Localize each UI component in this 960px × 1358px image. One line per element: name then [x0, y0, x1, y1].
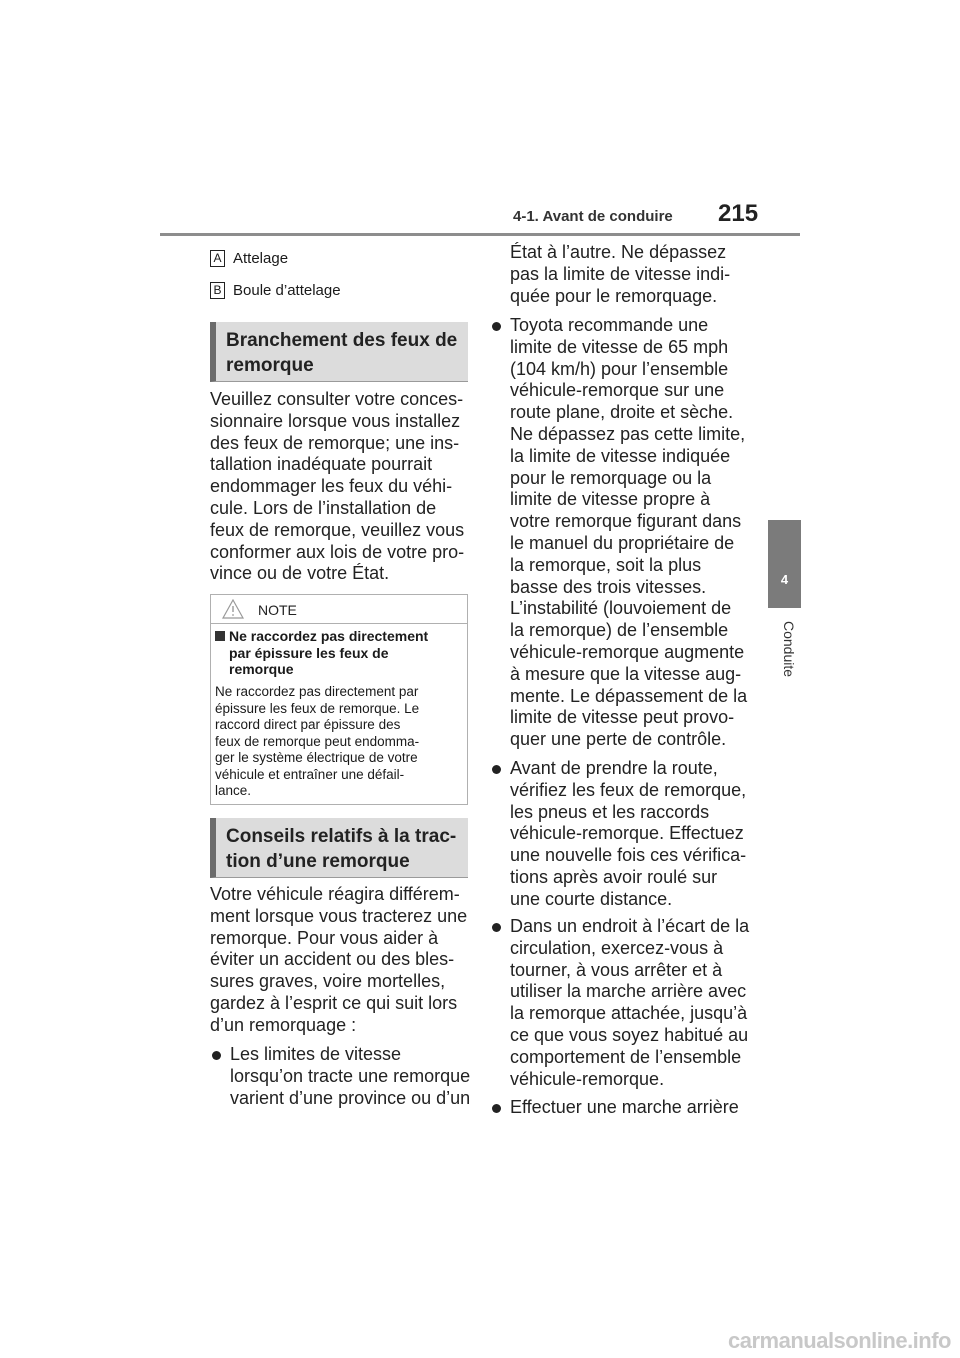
bullet-text: Toyota recommande une limite de vitesse de 65 mph (104 km/h) pour l’ensemble véhicule-remorque sur une route plane, droite et sèche. Ne dépassez pas cette limite, la limite de vitesse indiquée pour le remorquage ou la limite de vitesse propre à votre remorque figurant dans le manuel du propriétaire de la remorque, soit la plus basse des trois vitesses. L’instabilité (louvoiement de la remorque) de l’ensemble véhicule-remorque augmente à mesure que la vitesse aug- mente. Le dépassement de la limite de vitesse peut provo- quer une perte de contrôle.	[510, 315, 748, 750]
heading-line-2: tion d’une remorque	[226, 851, 410, 872]
list-item	[492, 315, 754, 751]
legend-item-a	[210, 250, 288, 267]
heading-line-1: Conseils relatifs à la trac-	[226, 826, 457, 847]
note-subtitle	[215, 628, 463, 678]
header-rule	[160, 233, 800, 236]
list-item	[492, 1097, 754, 1119]
bullet-icon	[492, 1104, 501, 1113]
chapter-number: 4	[780, 572, 789, 587]
bullet-icon	[492, 765, 501, 774]
note-title: NOTE	[258, 602, 297, 618]
section-heading-towing-tips	[210, 818, 468, 878]
legend-label-a: Attelage	[233, 250, 289, 267]
chapter-label: Conduite	[781, 621, 797, 678]
legend-key-a: A	[210, 250, 225, 267]
bullet-icon	[212, 1051, 221, 1060]
list-item	[492, 758, 754, 911]
bullet-text: Effectuer une marche arrière	[510, 1097, 739, 1117]
section-header: 4-1. Avant de conduire	[513, 208, 673, 225]
bullet-icon	[492, 322, 501, 331]
trailer-lights-paragraph: Veuillez consulter votre conces- sionnaire lorsque vous installez des feux de remorque; une ins- tallation inadéquate pourrait endommager les feux du véhi- cule. Lors de l’installation de feux de remorque, veuillez vous conformer aux lois de votre pro- vince ou de votre État.	[210, 389, 465, 584]
continued-text: État à l’autre. Ne dépassez pas la limite de vitesse indi- quée pour le remorquage.	[510, 242, 731, 306]
bullet-icon	[492, 923, 501, 932]
note-body: Ne raccordez pas directement par épissure les feux de remorque. Le raccord direct par épissure des feux de remorque peut endomma- ger le système électrique de votre véhicule et entraîner une défail- lance.	[215, 684, 420, 798]
note-subtitle-text: Ne raccordez pas directement par épissure les feux de remorque	[229, 628, 429, 677]
towing-tips-paragraph: Votre véhicule réagira différem- ment lorsque vous tracterez une remorque. Pour vous aider à éviter un accident ou des bles- sures graves, voire mortelles, gardez à l’esprit ce qui suit lors d’un remorquage :	[210, 884, 468, 1035]
legend-label-b: Boule d’attelage	[233, 282, 341, 299]
bullet-text: Dans un endroit à l’écart de la circulation, exercez-vous à tourner, à vous arrêter et à utiliser la marche arrière avec la remorque attachée, jusqu’à ce que vous soyez habitué au comportement de l’ensemble véhicule-remorque.	[510, 916, 750, 1089]
legend-key-b: B	[210, 282, 225, 299]
bullet-text: Les limites de vitesse lorsqu’on tracte une remorque varient d’une province ou d’un	[230, 1044, 471, 1108]
legend-item-b	[210, 282, 341, 299]
heading-line-2: remorque	[226, 355, 314, 376]
heading-line-1: Branchement des feux de	[226, 330, 458, 351]
note-divider	[210, 623, 468, 624]
page-number: 215	[718, 200, 759, 227]
section-heading-trailer-lights	[210, 322, 468, 382]
list-item	[212, 1044, 472, 1109]
chapter-tab	[768, 520, 801, 608]
watermark: carmanualsonline.info	[728, 1328, 951, 1353]
warning-icon	[222, 599, 244, 619]
square-bullet-icon	[215, 631, 225, 641]
bullet-text: Avant de prendre la route, vérifiez les feux de remorque, les pneus et les raccords véhicule-remorque. Effectuez une nouvelle fois ces vérifica- tions après avoir roulé sur une courte distance.	[510, 758, 747, 909]
list-item	[492, 916, 754, 1090]
